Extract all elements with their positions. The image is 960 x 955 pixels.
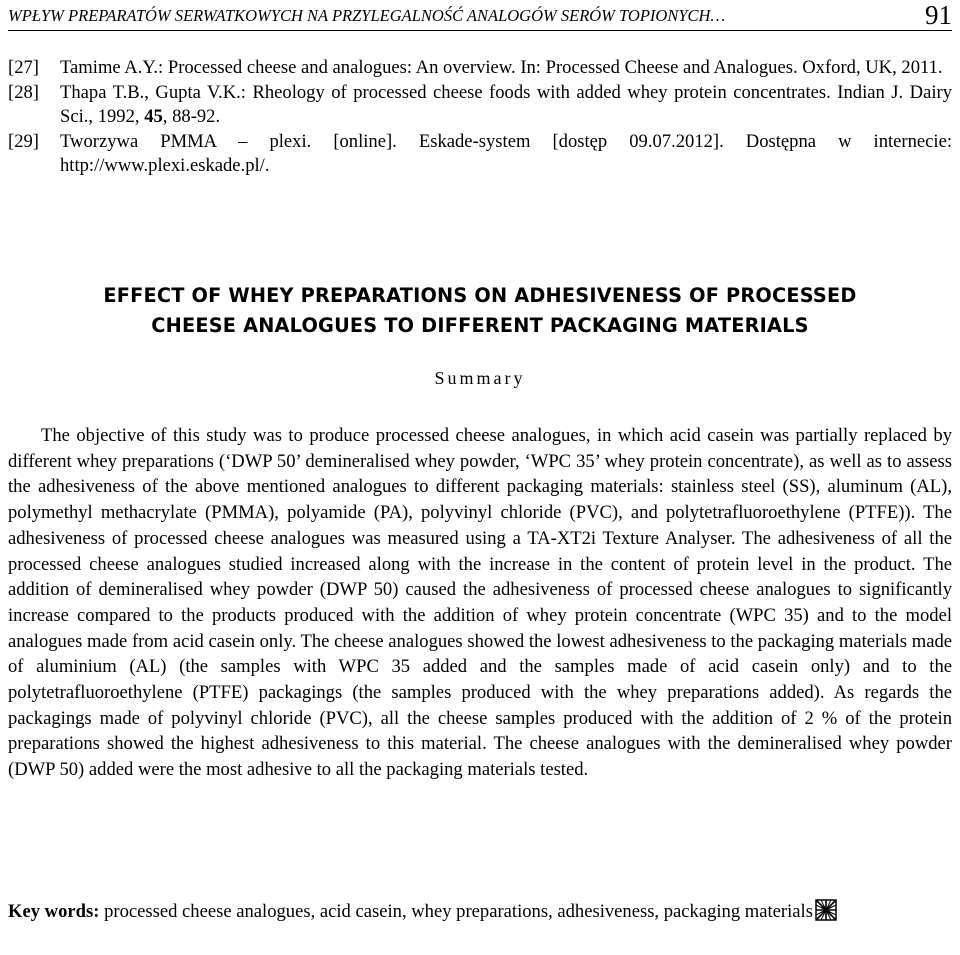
abstract-text: The objective of this study was to produce processed cheese analogues, in which acid casein was partially replaced by different whey preparations (‘DWP 50’ demineralised whey powder, ‘WPC 35’ whey protein concentrate), as well as to assess the adhesiveness of the above mentioned analogues to different packaging materials: stainless steel (SS), aluminum (AL), polymethyl methacrylate (PMMA), polyamide (PA), polyvinyl chloride (PVC), and polytetrafluoroethylene (PTFE)). The adhesiveness of processed cheese analogues was measured using a TA-XT2i Texture Analyser. The adhesiveness of all the processed cheese analogues studied increased along with the increase in the content of protein level in the product. The addition of demineralised whey powder (DWP 50) caused the adhesiveness of processed cheese analogues to significantly increase compared to the products produced with the addition of whey protein concentrate (WPC 35) and to the model analogues made from acid casein only. The cheese analogues showed the lowest adhesiveness to the packaging materials made of aluminium (AL) (the samples with WPC 35 added and the samples made of acid casein only) and to the polytetrafluoroethylene (PTFE) packagings (the samples produced with the whey preparations added). As regards the packagings made of polyvinyl chloride (PVC), all the cheese samples produced with the addition of 2 % of the protein preparations showed the highest adhesiveness to this material. The cheese analogues with the demineralised whey powder (DWP 50) added were the most adhesive to all the packaging materials tested. — [8, 425, 952, 781]
reference-text: Thapa T.B., Gupta V.K.: Rheology of processed cheese foods with added whey protein concentrates. Indian J. Dairy Sci., 1992, — [60, 81, 952, 127]
keywords-text: processed cheese analogues, acid casein, whey preparations, adhesiveness, packaging materials — [104, 901, 813, 922]
reference-item — [8, 81, 952, 130]
reference-pages: , 88-92. — [162, 106, 221, 127]
reference-number: [27] — [8, 57, 39, 78]
reference-text: Tamime A.Y.: Processed cheese and analogues: An overview. In: Processed Cheese and Analogues. Oxford, UK, 2011. — [60, 57, 943, 78]
article-title — [8, 281, 952, 341]
reference-number: [29] — [8, 130, 39, 152]
reference-item — [8, 56, 952, 81]
reference-text: Tworzywa PMMA – plexi. [online]. Eskade-system [dostęp 09.07.2012]. Dostępna w internecie: http://www.plexi.eskade.pl/. — [60, 130, 952, 176]
summary-heading: Summary — [434, 368, 526, 388]
reference-list — [8, 56, 952, 179]
reference-number: [28] — [8, 81, 39, 103]
running-header — [8, 0, 952, 31]
article-title-line: CHEESE ANALOGUES TO DIFFERENT PACKAGING MATERIALS — [151, 314, 809, 337]
reference-volume: 45 — [144, 106, 163, 127]
article-title-line: EFFECT OF WHEY PREPARATIONS ON ADHESIVENESS OF PROCESSED — [103, 284, 857, 307]
cross-box-icon — [815, 899, 837, 921]
reference-item — [8, 130, 952, 179]
running-title: WPŁYW PREPARATÓW SERWATKOWYCH NA PRZYLEGALNOŚĆ ANALOGÓW SERÓW TOPIONYCH… — [8, 6, 726, 25]
keywords-label: Key words: — [8, 901, 100, 922]
keywords — [8, 899, 952, 925]
page-number: 91 — [925, 0, 952, 30]
